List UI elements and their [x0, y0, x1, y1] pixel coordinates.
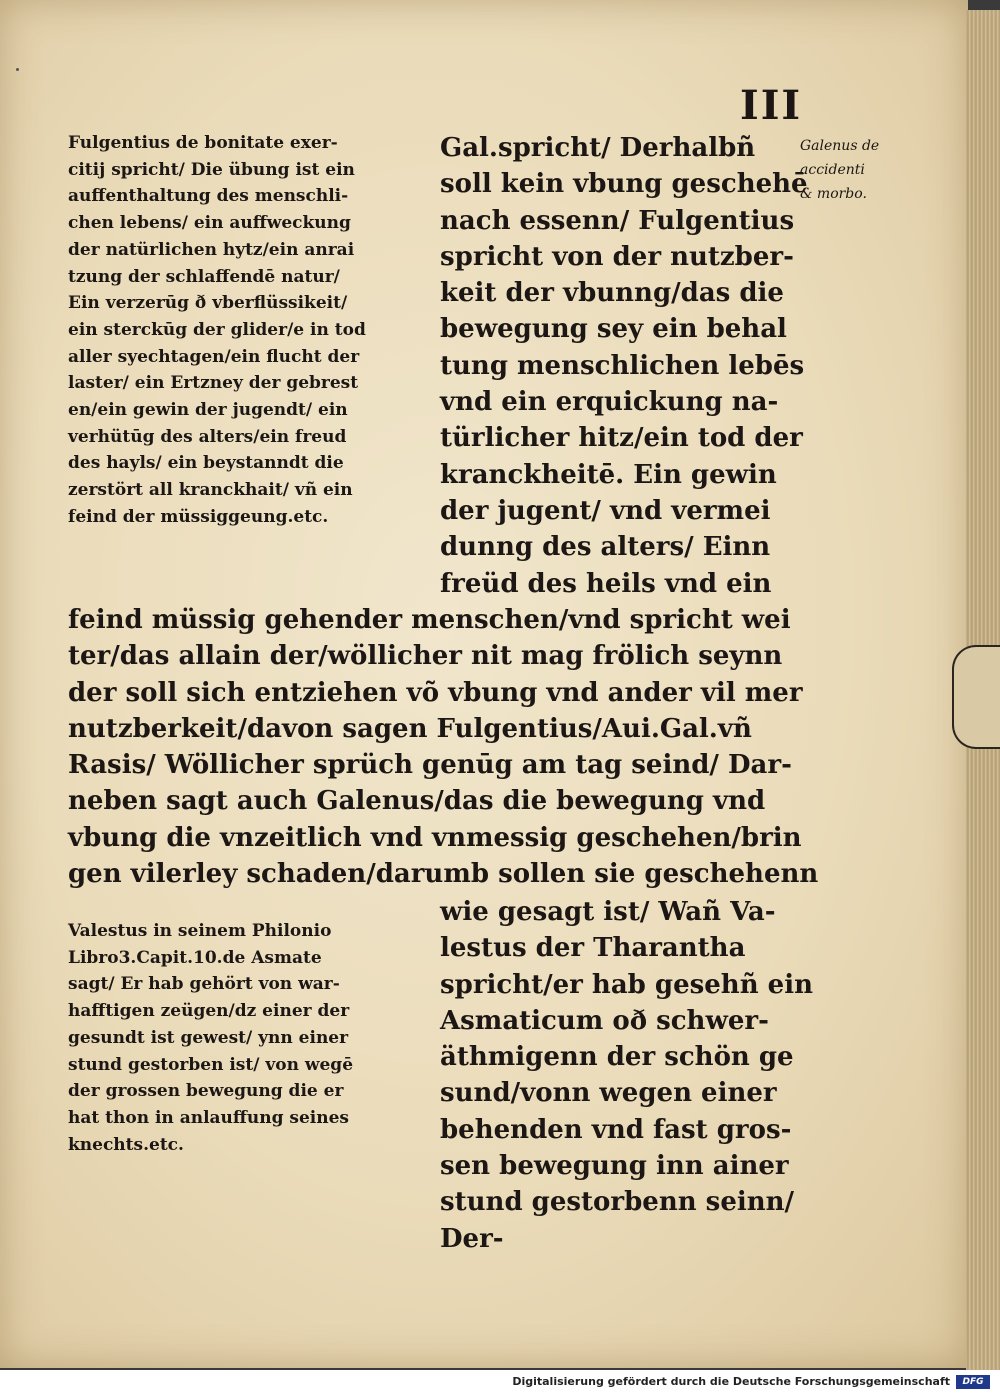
- text-line: wie gesagt ist/ Wañ Va-: [440, 897, 776, 927]
- text-line: der jugent/ vnd vermei: [440, 495, 771, 526]
- text-line: türlicher hitz/ein tod der: [440, 423, 803, 454]
- right-column-bottom: [440, 894, 813, 1257]
- full-width-paragraph: [68, 602, 819, 892]
- ink-spot: [16, 68, 19, 71]
- text-line: keit der vbunng/das die: [440, 278, 784, 309]
- text-line: Libro3.Capit.10.de Asmate: [68, 947, 322, 968]
- text-line: soll kein vbung geschehē: [440, 169, 808, 200]
- text-line: freüd des heils vnd ein: [440, 568, 772, 599]
- text-line: spricht/er hab gesehñ ein: [440, 969, 813, 1000]
- margin-note-line: accidenti: [800, 162, 865, 178]
- text-line: ein sterckūg der glider/e in tod: [68, 319, 366, 340]
- text-line: citij spricht/ Die übung ist ein: [68, 159, 355, 180]
- text-line: knechts.etc.: [68, 1134, 184, 1155]
- left-column-top: [68, 130, 428, 531]
- text-line: stund gestorbenn seinn/: [440, 1187, 795, 1218]
- text-line: dunng des alters/ Einn: [440, 532, 771, 563]
- text-line: behenden vnd fast gros-: [440, 1114, 792, 1145]
- footer-bar: [0, 1370, 1000, 1394]
- margin-note: [800, 134, 910, 206]
- text-line: hat thon in anlauffung seines: [68, 1107, 349, 1128]
- text-line: sagt/ Er hab gehört von war-: [68, 974, 340, 995]
- dfg-logo: DFG: [956, 1375, 990, 1389]
- text-line: chen lebens/ ein auffweckung: [68, 213, 351, 234]
- text-line: äthmigenn der schön ge: [440, 1042, 794, 1073]
- footer-credit: Digitalisierung gefördert durch die Deutsche Forschungsgemeinschaft: [512, 1375, 950, 1388]
- text-line: tung menschlichen lebēs: [440, 350, 805, 381]
- margin-note-line: & morbo.: [800, 186, 867, 202]
- page-number: III: [740, 82, 803, 129]
- text-line: Rasis/ Wöllicher sprüch genūg am tag seind/ Dar-: [68, 750, 792, 781]
- text-line: gen vilerley schaden/darumb sollen sie geschehenn: [68, 859, 819, 890]
- text-line: gesundt ist gewest/ ynn einer: [68, 1027, 349, 1048]
- text-line: stund gestorben ist/ von wegē: [68, 1054, 354, 1075]
- text-line: spricht von der nutzber-: [440, 241, 794, 272]
- text-line: Fulgentius de bonitate exer-: [68, 133, 338, 153]
- text-line: feind der müssiggeung.etc.: [68, 506, 329, 527]
- text-line: verhütūg des alters/ein freud: [68, 426, 347, 447]
- bookmark-tab: [952, 645, 1000, 749]
- text-line: lestus der Tharantha: [440, 933, 746, 964]
- text-line: laster/ ein Ertzney der gebrest: [68, 373, 359, 394]
- text-line: sen bewegung inn ainer: [440, 1151, 789, 1182]
- text-line: bewegung sey ein behal: [440, 314, 787, 345]
- text-line: nach essenn/ Fulgentius: [440, 205, 795, 236]
- text-line: Ein verzerūg ð vberflüssikeit/: [68, 293, 348, 314]
- text-line: aller syechtagen/ein flucht der: [68, 346, 360, 367]
- margin-note-line: Galenus de: [800, 138, 880, 154]
- text-line: nutzberkeit/davon sagen Fulgentius/Aui.Gal.vñ: [68, 713, 752, 744]
- text-line: zerstört all kranckhait/ vñ ein: [68, 480, 353, 501]
- text-line: kranckheitē. Ein gewin: [440, 459, 777, 490]
- text-line: Asmaticum oð schwer-: [440, 1005, 769, 1036]
- right-column-top: [440, 130, 808, 602]
- left-column-bottom: [68, 918, 428, 1158]
- text-line: des hayls/ ein beystanndt die: [68, 453, 344, 474]
- text-line: der soll sich entziehen võ vbung vnd ander vil mer: [68, 677, 803, 708]
- text-line: Gal.spricht/ Derhalbñ: [440, 133, 756, 163]
- text-line: auffenthaltung des menschli-: [68, 186, 349, 207]
- text-line: hafftigen zeügen/dz einer der: [68, 1001, 350, 1022]
- text-line: Valestus in seinem Philonio: [68, 921, 332, 941]
- text-line: neben sagt auch Galenus/das die bewegung vnd: [68, 786, 766, 817]
- text-line: feind müssig gehender menschen/vnd spricht wei: [68, 605, 791, 635]
- text-line: der grossen bewegung die er: [68, 1081, 344, 1102]
- text-line: ter/das allain der/wöllicher nit mag frölich seynn: [68, 641, 783, 672]
- text-line: vnd ein erquickung na-: [440, 387, 779, 418]
- text-line: der natürlichen hytz/ein anrai: [68, 239, 355, 260]
- text-line: en/ein gewin der jugendt/ ein: [68, 400, 348, 421]
- text-line: sund/vonn wegen einer: [440, 1078, 777, 1109]
- text-line: tzung der schlaffendē natur/: [68, 266, 340, 287]
- text-line: vbung die vnzeitlich vnd vnmessig geschehen/brin: [68, 822, 802, 853]
- text-line: Der-: [440, 1223, 504, 1254]
